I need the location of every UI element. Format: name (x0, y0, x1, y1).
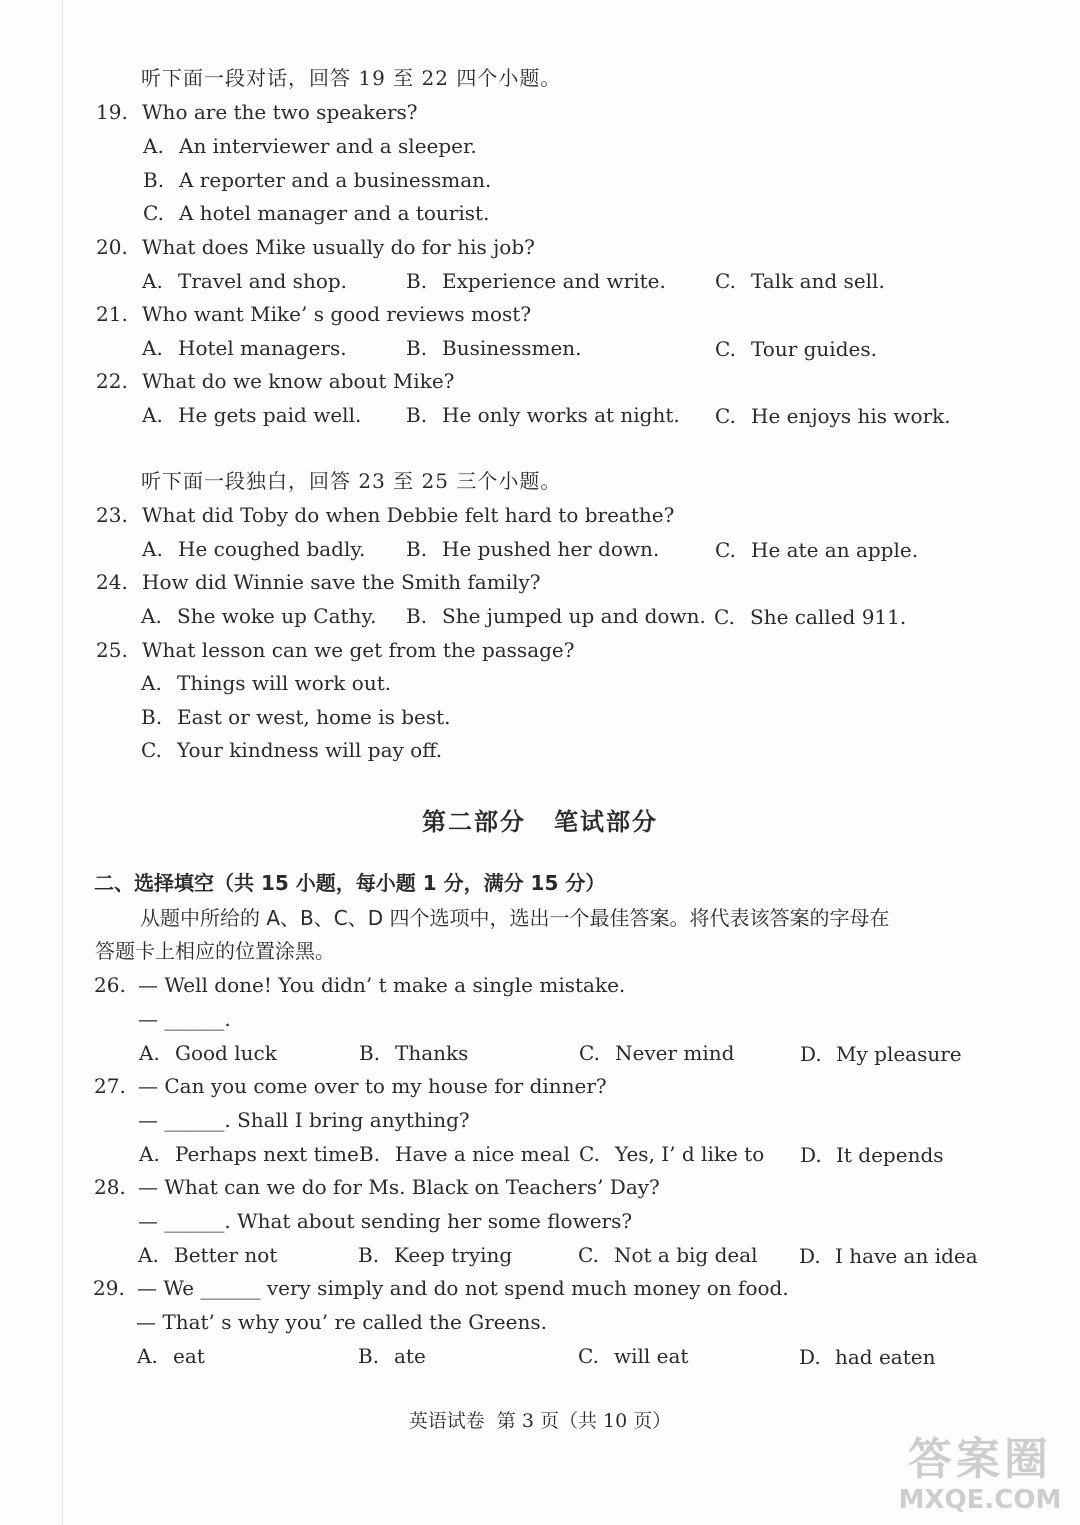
question-26-response: — ______. (138, 1007, 231, 1031)
option-19-a: A. An interviewer and a sleeper. (143, 134, 477, 158)
question-text: Who are the two speakers? (142, 100, 418, 124)
option-26-a: A. Good luck (139, 1041, 277, 1065)
option-27-c: C. Yes, I’ d like to (579, 1142, 765, 1166)
section-instructions-1: 从题中所给的 A、B、C、D 四个选项中，选出一个最佳答案。将代表该答案的字母在 (140, 906, 890, 930)
option-26-c: C. Never mind (579, 1041, 735, 1065)
option-22-c: C. He enjoys his work. (715, 404, 951, 428)
option-27-b: B. Have a nice meal (359, 1142, 570, 1166)
option-24-b: B. She jumped up and down. (406, 604, 706, 628)
footer-subject: 英语试卷 (408, 1410, 485, 1432)
exam-page: 听下面一段对话，回答 19 至 22 四个小题。 19. Who are the two speakers? A. An interviewer and a sleeper. B. A reporter and a businessman. C. A hotel manager and a tourist. 20. What does Mike usually do for his job? A. Travel and shop. B. Experience and write. C. Talk and sell. 21. Who want Mike’ s good reviews most? A. Hotel managers. B. Businessmen. C. Tour guides. 22. What do we know about Mike? A. He gets paid well. B. He only works at night. C. He enjoys his work. 听下面一段独白，回答 23 至 25 三个小题。 23. What did Toby do when Debbie felt hard to breathe? A. He coughed badly. B. He pushed her down. C. He ate an apple. 24. How did Winnie save the Smith family? A. She woke up Cathy. B. She jumped up and down. C. She called 911. 25. What lesson can we get from the passage? A. Things will work out. B. East or west, home is best. C. Your kindness will pay off. 第二部分 笔试部分 二、选择填空（共 15 小题，每小题 1 分，满分 15 分） 从题中所给的 A、B、C、D 四个选项中，选出一个最佳答案。将代表该答案的字母在 答题卡上相应的位置涂黑。 26. — Well done! You didn’ t make a single mistake. — ______. A. Good luck B. Thanks C. Never mind D. My pleasure 27. — Can you come over to my house for dinner? — ______. Shall I bring anything? A. Perhaps next time B. Have a nice meal C. Yes, I’ d like to D. It depends 28. — What can we do for Ms. Black on Teachers’ Day? — ______. What about sending her some flowers? A. Better not B. Keep trying C. Not a big deal D. I have an idea 29. — We ______ very simply and do not spend much money on food. — That’ s why you’ re called the Greens. A. eat B. ate C. will eat D. had eaten 英语试卷 第 3 页（共 10 页） 答案圈 MXQE.COM (0, 0, 1080, 1525)
part-2-title: 第二部分 笔试部分 (422, 808, 658, 836)
option-21-c: C. Tour guides. (715, 337, 877, 361)
listening-intro-2: 听下面一段独白，回答 23 至 25 三个小题。 (141, 469, 562, 493)
option-29-d: D. had eaten (799, 1345, 936, 1369)
option-29-a: A. eat (137, 1344, 205, 1368)
option-22-a: A. He gets paid well. (142, 403, 362, 427)
option-29-b: B. ate (358, 1344, 426, 1368)
option-23-c: C. He ate an apple. (715, 538, 919, 562)
listening-intro-1: 听下面一段对话，回答 19 至 22 四个小题。 (141, 66, 562, 90)
option-23-a: A. He coughed badly. (142, 537, 366, 561)
question-number: 19. (96, 100, 128, 124)
option-23-b: B. He pushed her down. (406, 537, 660, 561)
option-28-c: C. Not a big deal (578, 1243, 758, 1267)
page-footer (0, 1406, 1080, 1433)
question-29-response: — That’ s why you’ re called the Greens. (136, 1310, 547, 1334)
option-21-a: A. Hotel managers. (142, 336, 347, 360)
question-28-response: — ______. What about sending her some flowers? (138, 1209, 633, 1233)
option-25-b: B. East or west, home is best. (141, 705, 451, 729)
option-27-a: A. Perhaps next time (139, 1142, 359, 1166)
option-26-b: B. Thanks (359, 1041, 469, 1065)
section-instructions-2: 答题卡上相应的位置涂黑。 (95, 939, 335, 963)
option-20-c: C. Talk and sell. (715, 269, 885, 293)
option-24-a: A. She woke up Cathy. (141, 604, 377, 628)
option-20-a: A. Travel and shop. (142, 269, 348, 293)
option-21-b: B. Businessmen. (406, 336, 582, 360)
option-28-b: B. Keep trying (358, 1243, 513, 1267)
option-25-c: C. Your kindness will pay off. (141, 738, 443, 762)
option-28-a: A. Better not (138, 1243, 278, 1267)
option-19-c: C. A hotel manager and a tourist. (143, 201, 490, 225)
footer-page-number: 第 3 页（共 10 页） (496, 1410, 672, 1432)
option-25-a: A. Things will work out. (141, 671, 392, 695)
option-20-b: B. Experience and write. (406, 269, 666, 293)
page-edge-shadow (62, 0, 63, 1525)
option-29-c: C. will eat (578, 1344, 689, 1368)
option-22-b: B. He only works at night. (406, 403, 680, 427)
question-27-response: — ______. Shall I bring anything? (138, 1108, 470, 1132)
option-28-d: D. I have an idea (799, 1244, 978, 1268)
site-watermark (890, 1435, 1070, 1519)
option-27-d: D. It depends (800, 1143, 944, 1167)
watermark-site: MXQE.COM (898, 1485, 1062, 1515)
watermark-brand: 答案圈 (908, 1434, 1052, 1485)
option-24-c: C. She called 911. (714, 605, 907, 629)
section-heading: 二、选择填空（共 15 小题，每小题 1 分，满分 15 分） (94, 871, 606, 895)
option-19-b: B. A reporter and a businessman. (143, 168, 492, 192)
option-26-d: D. My pleasure (800, 1042, 962, 1066)
